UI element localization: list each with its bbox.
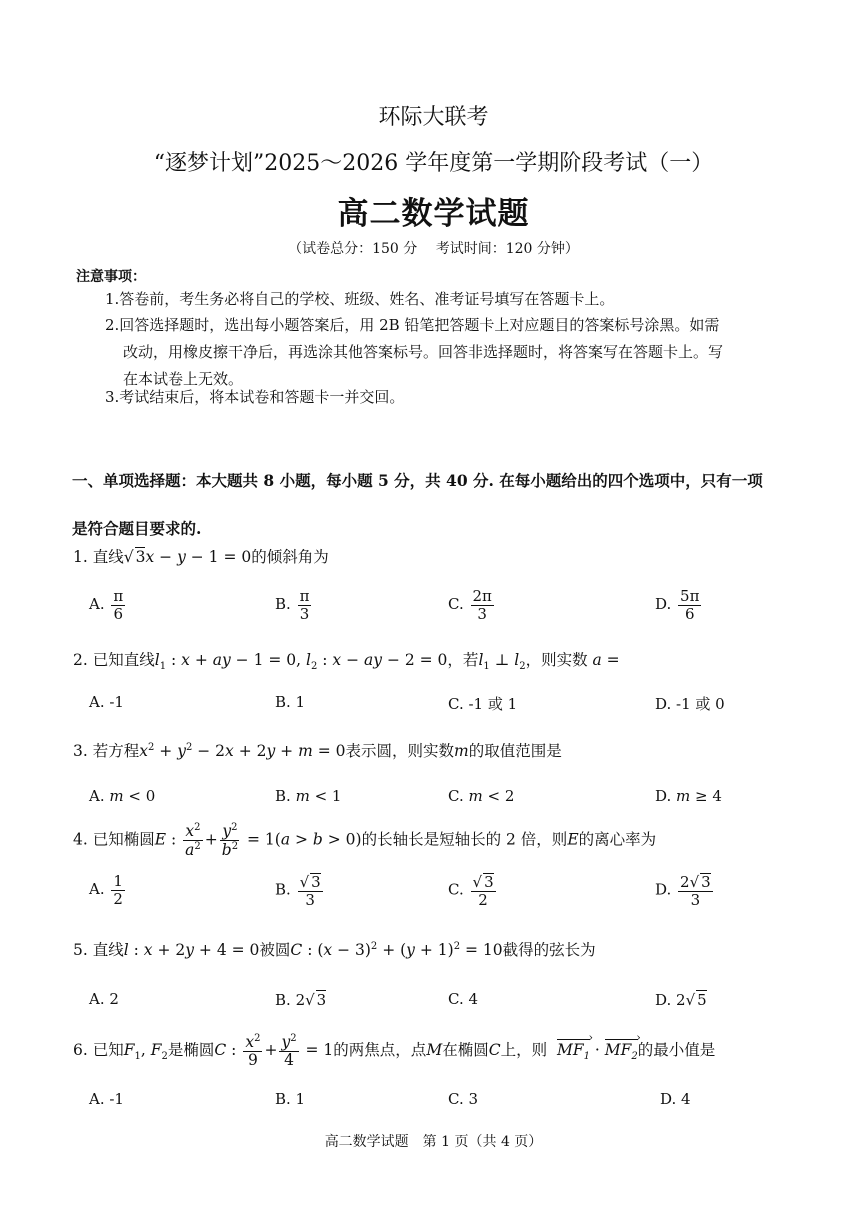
note-2-line-3: 在本试卷上无效。: [123, 370, 244, 388]
question-4-option-d: D. $\frac{2√ 3}{3}$: [655, 873, 711, 909]
question-1-option-b: B. $\frac{\pi}{3}$: [275, 587, 310, 623]
question-2-option-d: D. -1 或 0: [655, 695, 725, 713]
section-line-1: 一、单项选择题：本大题共 8 小题，每小题 5 分，共 40 分. 在每小题给出的四个选项中，只有一项: [72, 471, 763, 490]
question-1-option-c: C. $\frac{2\pi}{3}$: [448, 587, 492, 623]
question-3-equation: $x^2 + y^2 - 2x + 2y + m = 0$: [139, 741, 346, 760]
question-1-stem-end: 的倾斜角为: [251, 548, 329, 566]
note-2-line-1: 2.回答选择题时，选出每小题答案后，用 2B 铅笔把答题卡上对应题目的答案标号涂黑。如需: [105, 316, 720, 334]
question-6: 6. 已知$F_1$, $F_2$是椭圆C : $\frac{x^2}{9}$ + $\frac{y^2}{4}$ = 1的两焦点，点M在椭圆C上，则 $MF_1$ › · $MF_2$ ›的最小值是: [73, 1033, 715, 1069]
question-6-option-c: C. 3: [448, 1090, 479, 1108]
section-heading: [72, 457, 812, 553]
question-3-option-d: D. m ≥ 4: [655, 787, 722, 805]
question-1-stem-start: 1. 直线: [73, 548, 124, 566]
question-4-option-b: B. $\frac{√ 3}{3}$: [275, 873, 321, 909]
question-4: 4. 已知椭圆E : $\frac{x^2}{a^2}$ + $\frac{y^2}{b^2}$ = 1(a > b > 0)的长轴长是短轴长的 2 倍，则E的离心率为: [73, 822, 657, 860]
question-2: 2. 已知直线$l_1$ : x + ay − 1 = 0, $l_2$ : x − ay − 2 = 0，若$l_1$ ⊥ $l_2$，则实数 a =: [73, 651, 620, 673]
question-2-option-c: C. -1 或 1: [448, 695, 518, 713]
notes-title: 注意事项：: [76, 269, 146, 285]
question-5: 5. 直线l : x + 2y + 4 = 0被圆C : $(x - 3)^2 + (y + 1)^2 = 10$截得的弦长为: [73, 940, 596, 959]
question-1: [73, 545, 329, 567]
question-1-equation: √ 3x − y − 1 = 0: [123, 548, 252, 566]
question-5-option-c: C. 4: [448, 990, 479, 1008]
question-5-option-a: A. 2: [89, 990, 119, 1008]
section-line-2: 是符合题目要求的.: [72, 519, 202, 538]
note-2-line-2: 改动，用橡皮擦干净后，再选涂其他答案标号。回答非选择题时，将答案写在答题卡上。写: [123, 343, 724, 361]
question-4-option-a: A. $\frac{1}{2}$: [89, 872, 123, 908]
question-5-option-b: B. 2√ 3: [275, 991, 327, 1009]
exam-meta: （试卷总分：150 分 考试时间：120 分钟）: [288, 241, 579, 257]
question-6-option-b: B. 1: [275, 1090, 306, 1108]
page-footer: 高二数学试题 第 1 页（共 4 页）: [324, 1134, 543, 1150]
question-1-option-d: D. $\frac{5\pi}{6}$: [655, 587, 700, 623]
question-3-option-c: C. m < 2: [448, 787, 515, 805]
question-3-option-b: B. m < 1: [275, 787, 342, 805]
note-1: 1.答卷前，考生务必将自己的学校、班级、姓名、准考证号填写在答题卡上。: [105, 290, 615, 308]
question-6-option-d: D. 4: [660, 1090, 691, 1108]
question-3: 3. 若方程$x^2 + y^2 - 2x + 2y + m = 0$表示圆，则实数m的取值范围是: [73, 741, 562, 760]
exam-name: “逐梦计划”2025～2026 学年度第一学期阶段考试（一）: [153, 151, 714, 176]
question-5-option-d: D. 2√ 5: [655, 991, 707, 1009]
exam-org: 环际大联考: [378, 105, 489, 130]
question-6-option-a: A. -1: [89, 1090, 124, 1108]
note-3: 3.考试结束后，将本试卷和答题卡一并交回。: [105, 388, 405, 406]
question-1-option-a: A. $\frac{\pi}{6}$: [89, 587, 124, 623]
question-2-option-a: A. -1: [89, 693, 124, 711]
page-title: 高二数学试题: [337, 196, 530, 232]
note-2: [105, 312, 805, 393]
question-2-option-b: B. 1: [275, 693, 306, 711]
question-4-option-c: C. $\frac{√ 3}{2}$: [448, 873, 494, 909]
question-2-lines: $l_1$ : x + ay − 1 = 0, $l_2$ : x − ay − 2 = 0: [154, 651, 448, 673]
question-3-option-a: A. m < 0: [89, 787, 156, 805]
